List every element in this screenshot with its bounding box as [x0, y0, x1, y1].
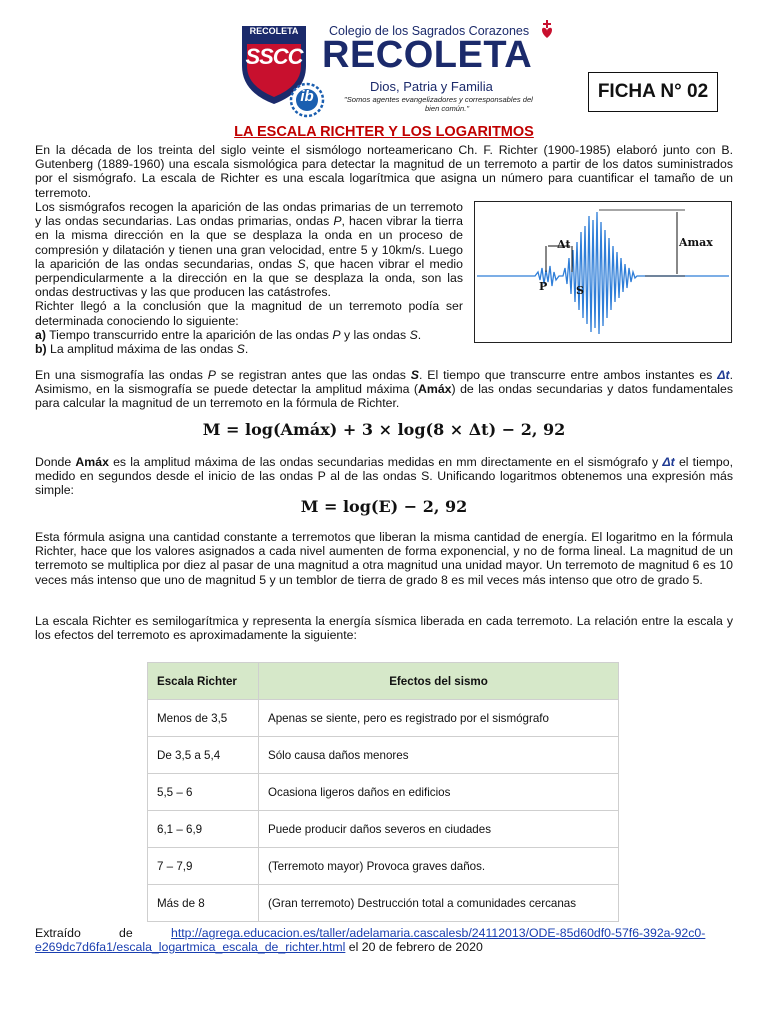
- table-row: 7 – 7,9 (Terremoto mayor) Provoca graves daños.: [148, 848, 619, 885]
- p-label: P: [539, 280, 548, 293]
- table-header-row: [148, 663, 619, 700]
- table-header-scale: Escala Richter: [148, 663, 259, 700]
- page-title: LA ESCALA RICHTER Y LOS LOGARITMOS: [234, 124, 534, 140]
- formula-simplified: M = log(E) − 2, 92: [300, 497, 468, 516]
- slogan-line-2: bien común.": [424, 104, 470, 113]
- table-row: Menos de 3,5 Apenas se siente, pero es registrado por el sismógrafo: [148, 700, 619, 737]
- table-header-effects: Efectos del sismo: [259, 663, 619, 700]
- table-row: 5,5 – 6 Ocasiona ligeros daños en edificios: [148, 774, 619, 811]
- cross-heart-icon: [536, 18, 558, 40]
- badge-top-text: RECOLETA: [249, 26, 299, 36]
- richter-table: [147, 662, 619, 922]
- source-link-line-2[interactable]: e269dc7d6fa1/escala_logartmica_escala_de_richter.html: [35, 940, 346, 954]
- source-label: Extraído: [35, 926, 81, 940]
- paragraph-3: Donde Amáx es la amplitud máxima de las ondas secundarias medidas en mm directamente en el sismógrafo y Δt el tiempo, medido en segundos desde el inicio de las ondas P al de las ondas S. Unificando logaritmos obtenemos una expresión más simple:: [35, 455, 734, 498]
- table-row: De 3,5 a 5,4 Sólo causa daños menores: [148, 737, 619, 774]
- table-row: 6,1 – 6,9 Puede producir daños severos en ciudades: [148, 811, 619, 848]
- seismogram-wave: [475, 202, 731, 342]
- s-label: S: [576, 284, 584, 297]
- source-link-line-1[interactable]: http://agrega.educacion.es/taller/adelamaria.cascalesb/24112013/ODE-85d60df0-57f6-392a-92c0-: [171, 926, 706, 940]
- paragraph-2: En una sismografía las ondas P se registran antes que las ondas S. El tiempo que transcurre entre ambos instantes es Δt. Asimismo, en la sismografía se puede detectar la amplitud máxima (Amáx) de las ondas secundarias y datos fundamentales para calcular la magnitud de un terremoto en la fórmula de Richter.: [35, 368, 733, 411]
- seismo-paragraph: Los sismógrafos recogen la aparición de las ondas primarias de un terremoto y las ondas secundarias. Las ondas primarias, ondas P, hacen vibrar la tierra en la misma dirección en la que se desplaza la onda en un proceso de compresión y dilatación y tienen una gran velocidad, entre 5 y 10km/s. Luego la aparición de las ondas secundarias, ondas S, que hacen vibrar el medio perpendicularmente a la dirección en la que se desplaza la onda, son las ondas destructivas y las que producen las catástrofes. Richter llegó a la conclusión que la magnitud de un terremoto podía ser determinada conociendo lo siguiente: a) Tiempo transcurrido entre la aparición de las ondas P y las ondas S. b) La amplitud máxima de las ondas S.: [35, 200, 463, 357]
- dt-label: Δt: [557, 238, 571, 251]
- slogan-line-1: "Somos agentes evangelizadores y corresponsables del: [344, 95, 533, 104]
- paragraph-5: La escala Richter es semilogarítmica y representa la energía sísmica liberada en cada terremoto. La relación entre la escala y los efectos del terremoto es aproximadamente la siguiente:: [35, 614, 733, 643]
- ib-label: ib: [300, 88, 314, 105]
- source-de: de: [119, 926, 133, 940]
- paragraph-4: Esta fórmula asigna una cantidad constante a terremotos que liberan la misma cantidad de energía. El logaritmo en la fórmula Richter, hace que los valores asignados a cada nivel aumenten de forma exponencial, y no de forma lineal. La magnitud de un terremoto se multiplica por diez al pasar de una magnitud a otra magnitud una unidad mayor. Un terremoto de magnitud 6 es 10 veces más intenso que uno de magnitud 5 y un temblor de tierra de grado 8 es mil veces más intenso que otro de grado 5.: [35, 530, 733, 587]
- school-line: Colegio de los Sagrados Corazones: [329, 24, 530, 38]
- source-date: el 20 de febrero de 2020: [345, 940, 483, 954]
- source-line-2: [35, 940, 483, 954]
- school-name: RECOLETA: [322, 34, 533, 76]
- table-row: Más de 8 (Gran terremoto) Destrucción total a comunidades cercanas: [148, 885, 619, 922]
- intro-paragraph: En la década de los treinta del siglo veinte el sismólogo norteamericano Ch. F. Richter (1900-1985) elaboró junto con B. Gutenberg (1889-1960) una escala sismológica para detectar la magnitud de un terremoto a partir de los datos suministrados por el sismógrafo. La escala de Richter es una escala logarítmica que asigna un número para cuantificar el tamaño de un terremoto.: [35, 143, 733, 200]
- amax-label: Amax: [679, 236, 713, 249]
- badge-letters: SSCC: [245, 44, 303, 69]
- motto: Dios, Patria y Familia: [370, 79, 493, 94]
- ficha-label: FICHA N° 02: [597, 81, 709, 102]
- seismogram-figure: [474, 201, 732, 343]
- formula-richter: M = log(Amáx) + 3 × log(8 × Δt) − 2, 92: [202, 420, 566, 439]
